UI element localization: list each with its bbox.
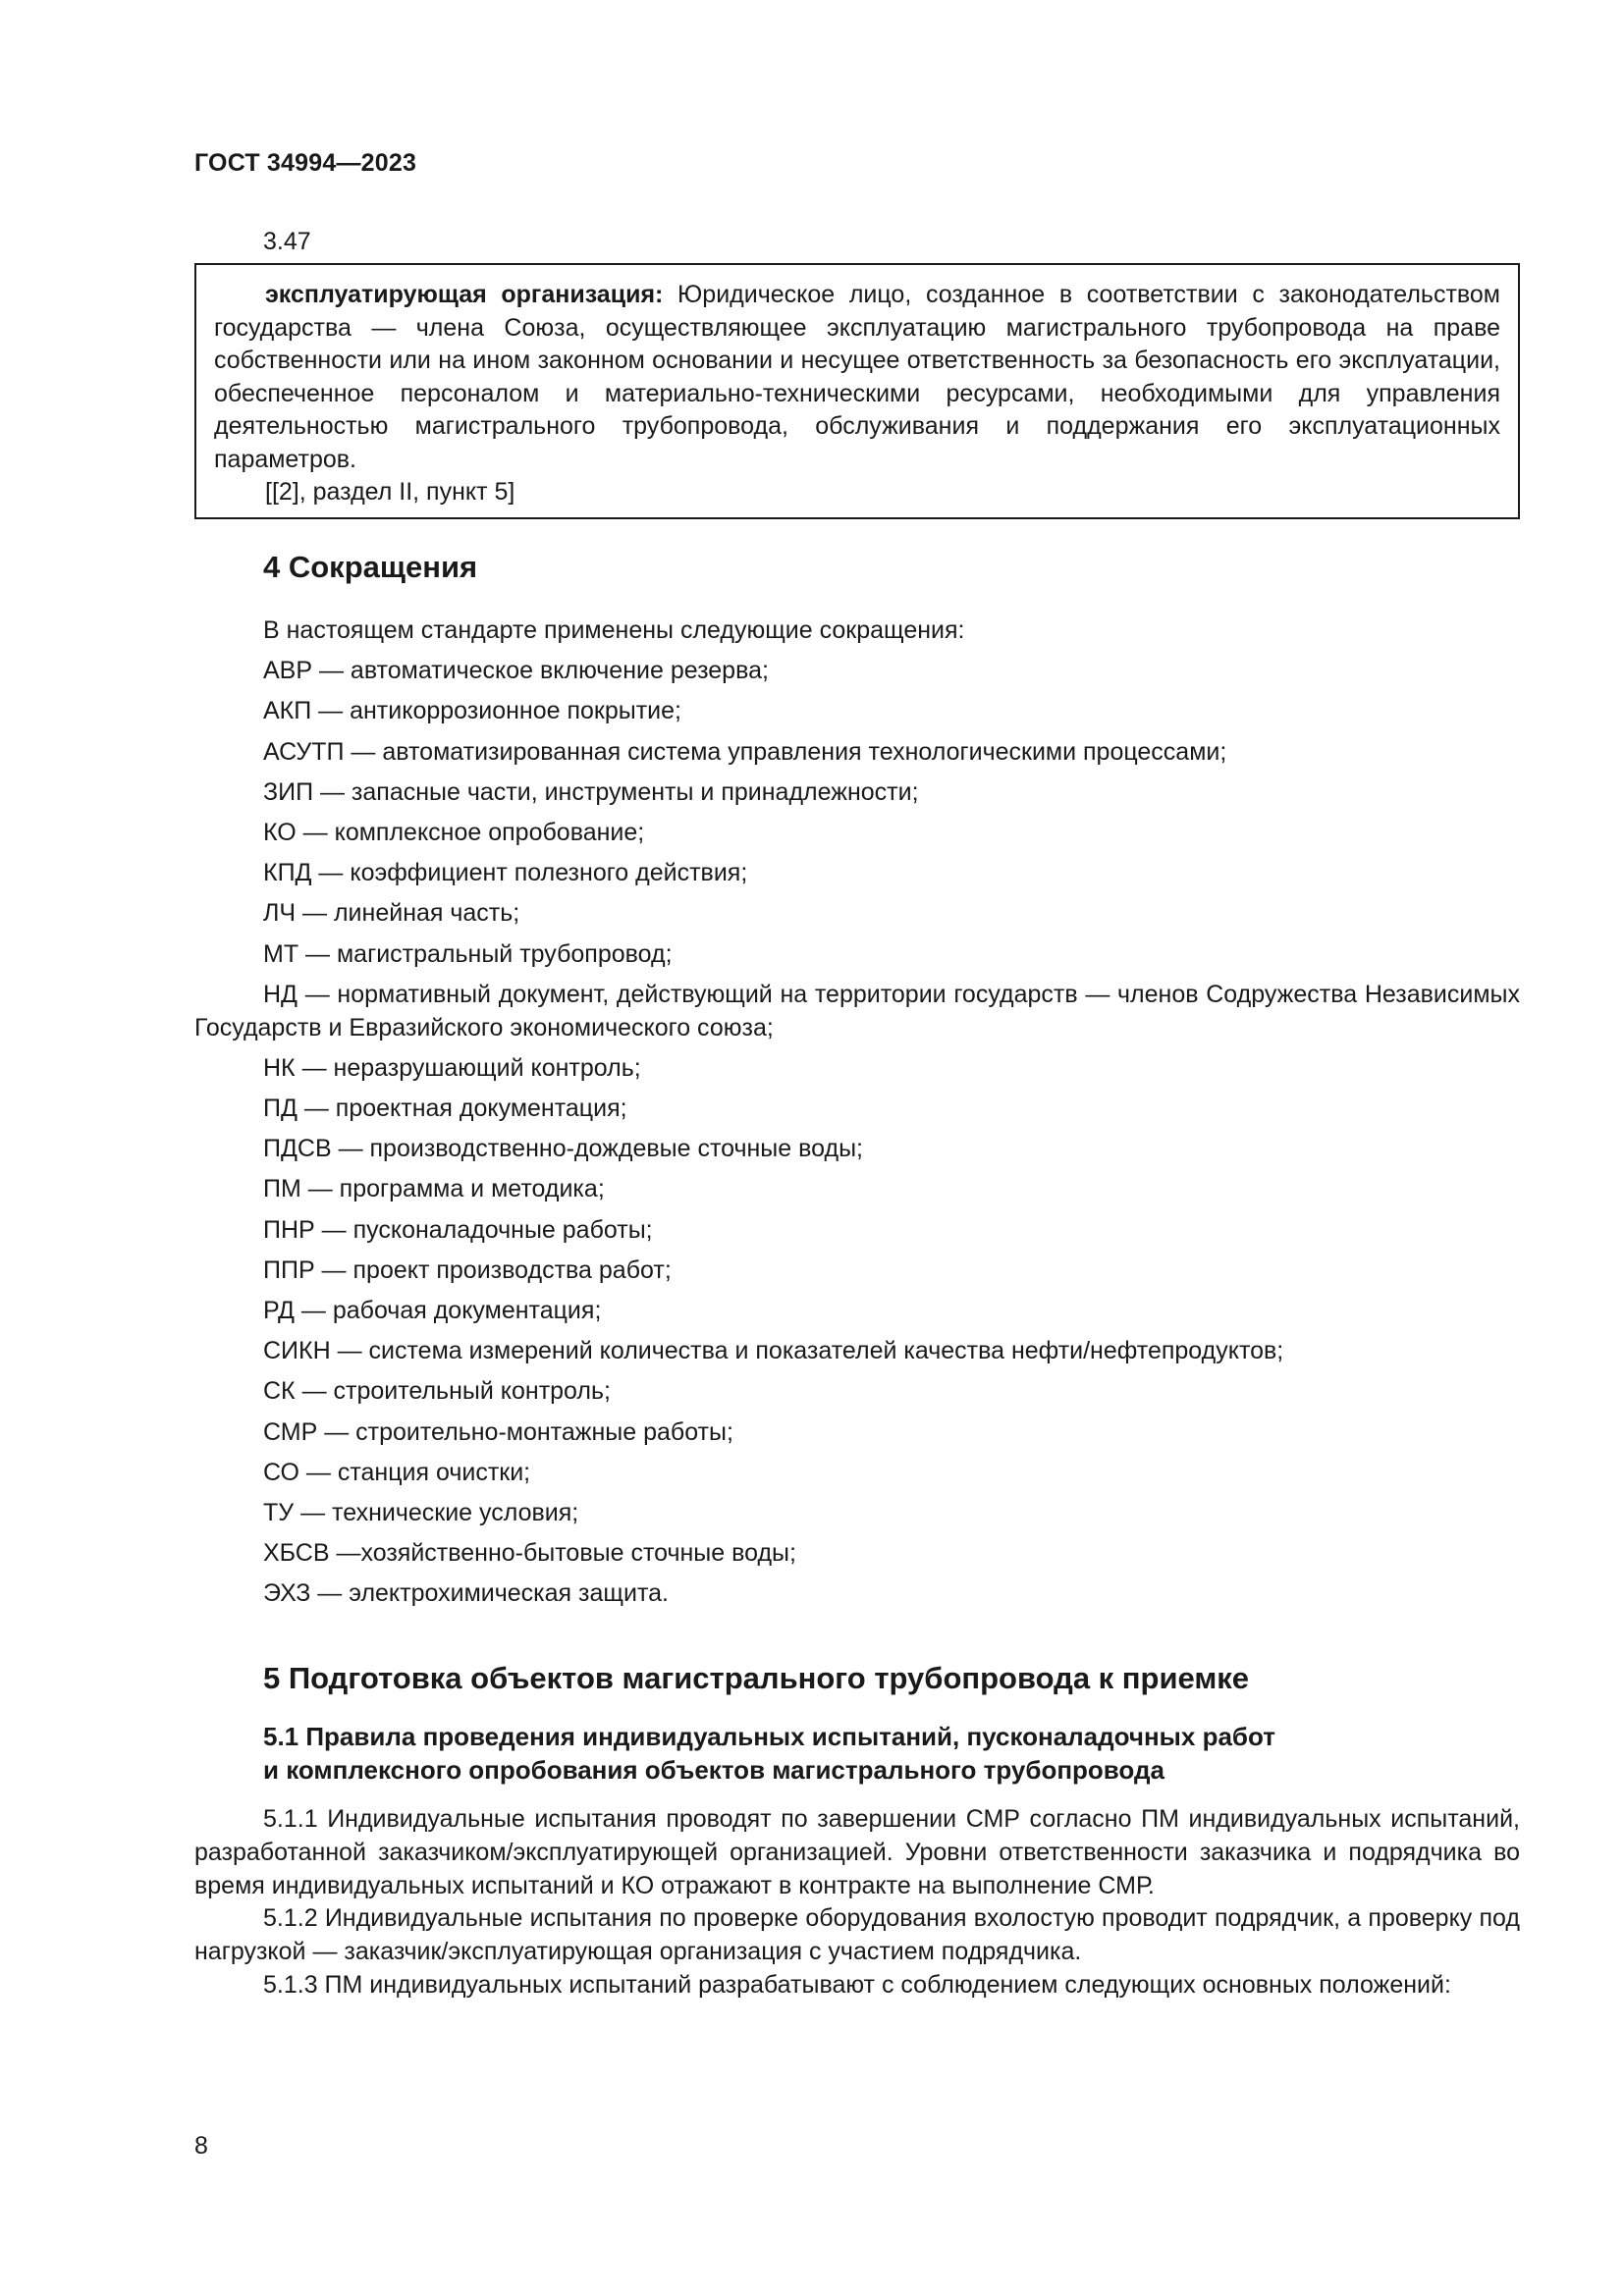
list-item: ЭХЗ — электрохимическая защита.	[263, 1579, 669, 1608]
list-item: ПНР — пусконаладочные работы;	[263, 1215, 653, 1244]
list-item: ЗИП — запасные части, инструменты и принадлежности;	[263, 777, 919, 806]
page-number: 8	[194, 2132, 208, 2160]
term-source: [[2], раздел II, пункт 5]	[265, 478, 515, 506]
list-item: ХБСВ —хозяйственно-бытовые сточные воды;	[263, 1539, 796, 1568]
list-item: АКП — антикоррозионное покрытие;	[263, 697, 681, 725]
list-item: ПМ — программа и методика;	[263, 1175, 605, 1203]
list-item: КО — комплексное опробование;	[263, 819, 645, 847]
list-item: СМР — строительно-монтажные работы;	[263, 1417, 733, 1446]
list-item: КПД — коэффициент полезного действия;	[263, 859, 748, 887]
list-item: СК — строительный контроль;	[263, 1377, 611, 1406]
document-header: ГОСТ 34994—2023	[194, 149, 417, 177]
list-item: ТУ — технические условия;	[263, 1499, 579, 1527]
list-item: ППР — проект производства работ;	[263, 1255, 672, 1284]
paragraph-5-1-1: 5.1.1 Индивидуальные испытания проводят по завершении СМР согласно ПМ индивидуальных испытаний, разработанной заказчиком/эксплуатирующей организацией. Уровни ответственности заказчика и подрядчика во время индивидуальных испытаний и КО отражают в контракте на выполнение СМР.	[194, 1805, 1520, 1899]
term-number: 3.47	[263, 228, 311, 255]
list-item: РД — рабочая документация;	[263, 1297, 602, 1325]
subsection-title-line-1: 5.1 Правила проведения индивидуальных испытаний, пусконаладочных работ	[263, 1722, 1275, 1751]
document-page	[194, 0, 1520, 2296]
paragraph-5-1-2: 5.1.2 Индивидуальные испытания по проверке оборудования вхолостую проводит подрядчик, а проверку под нагрузкой — заказчик/эксплуатирующая организация с участием подрядчика.	[194, 1904, 1520, 1966]
term-definition	[214, 279, 1500, 476]
abbreviations-list	[194, 611, 1520, 1615]
list-item: СИКН — система измерений количества и показателей качества нефти/нефтепродуктов;	[263, 1337, 1284, 1365]
paragraph-5-1-3: 5.1.3 ПМ индивидуальных испытаний разрабатывают с соблюдением следующих основных положений:	[263, 1970, 1451, 1999]
list-item: АВР — автоматическое включение резерва;	[263, 657, 769, 685]
list-item: ПДСВ — производственно-дождевые сточные воды;	[263, 1135, 863, 1163]
term-definition-box	[194, 263, 1520, 519]
abbreviations-intro: В настоящем стандарте применены следующие сокращения:	[263, 616, 965, 644]
list-item: ЛЧ — линейная часть;	[263, 899, 520, 928]
section-4-title: 4 Сокращения	[263, 550, 478, 584]
list-item: СО — станция очистки;	[263, 1458, 531, 1486]
list-item: НК — неразрушающий контроль;	[263, 1053, 641, 1082]
list-item: АСУТП — автоматизированная система управления технологическими процессами;	[263, 737, 1227, 766]
subsection-title-line-2: и комплексного опробования объектов магистрального трубопровода	[263, 1755, 1164, 1785]
section-5-title: 5 Подготовка объектов магистрального трубопровода к приемке	[263, 1661, 1250, 1695]
section-5-body	[194, 1803, 1520, 2002]
list-item: МТ — магистральный трубопровод;	[263, 939, 673, 968]
list-item: ПД — проектная документация;	[263, 1095, 627, 1123]
term-name: эксплуатирующая организация:	[265, 281, 664, 308]
subsection-5-1-title	[263, 1720, 1275, 1787]
list-item: НД — нормативный документ, действующий на территории государств — членов Содружества Независимых Государств и Евразийского экономического союза;	[194, 980, 1520, 1041]
term-definition-text: Юридическое лицо, созданное в соответствии с законодательством государства — члена Союза, осуществляющее эксплуатацию магистрального трубопровода на праве собственности или на ином законном основании и несущее ответственность за безопасность его эксплуатации, обеспеченное персоналом и материально-техническими ресурсами, необходимыми для управления деятельностью магистрального трубопровода, обслуживания и поддержания его эксплуатационных параметров.	[214, 281, 1500, 473]
